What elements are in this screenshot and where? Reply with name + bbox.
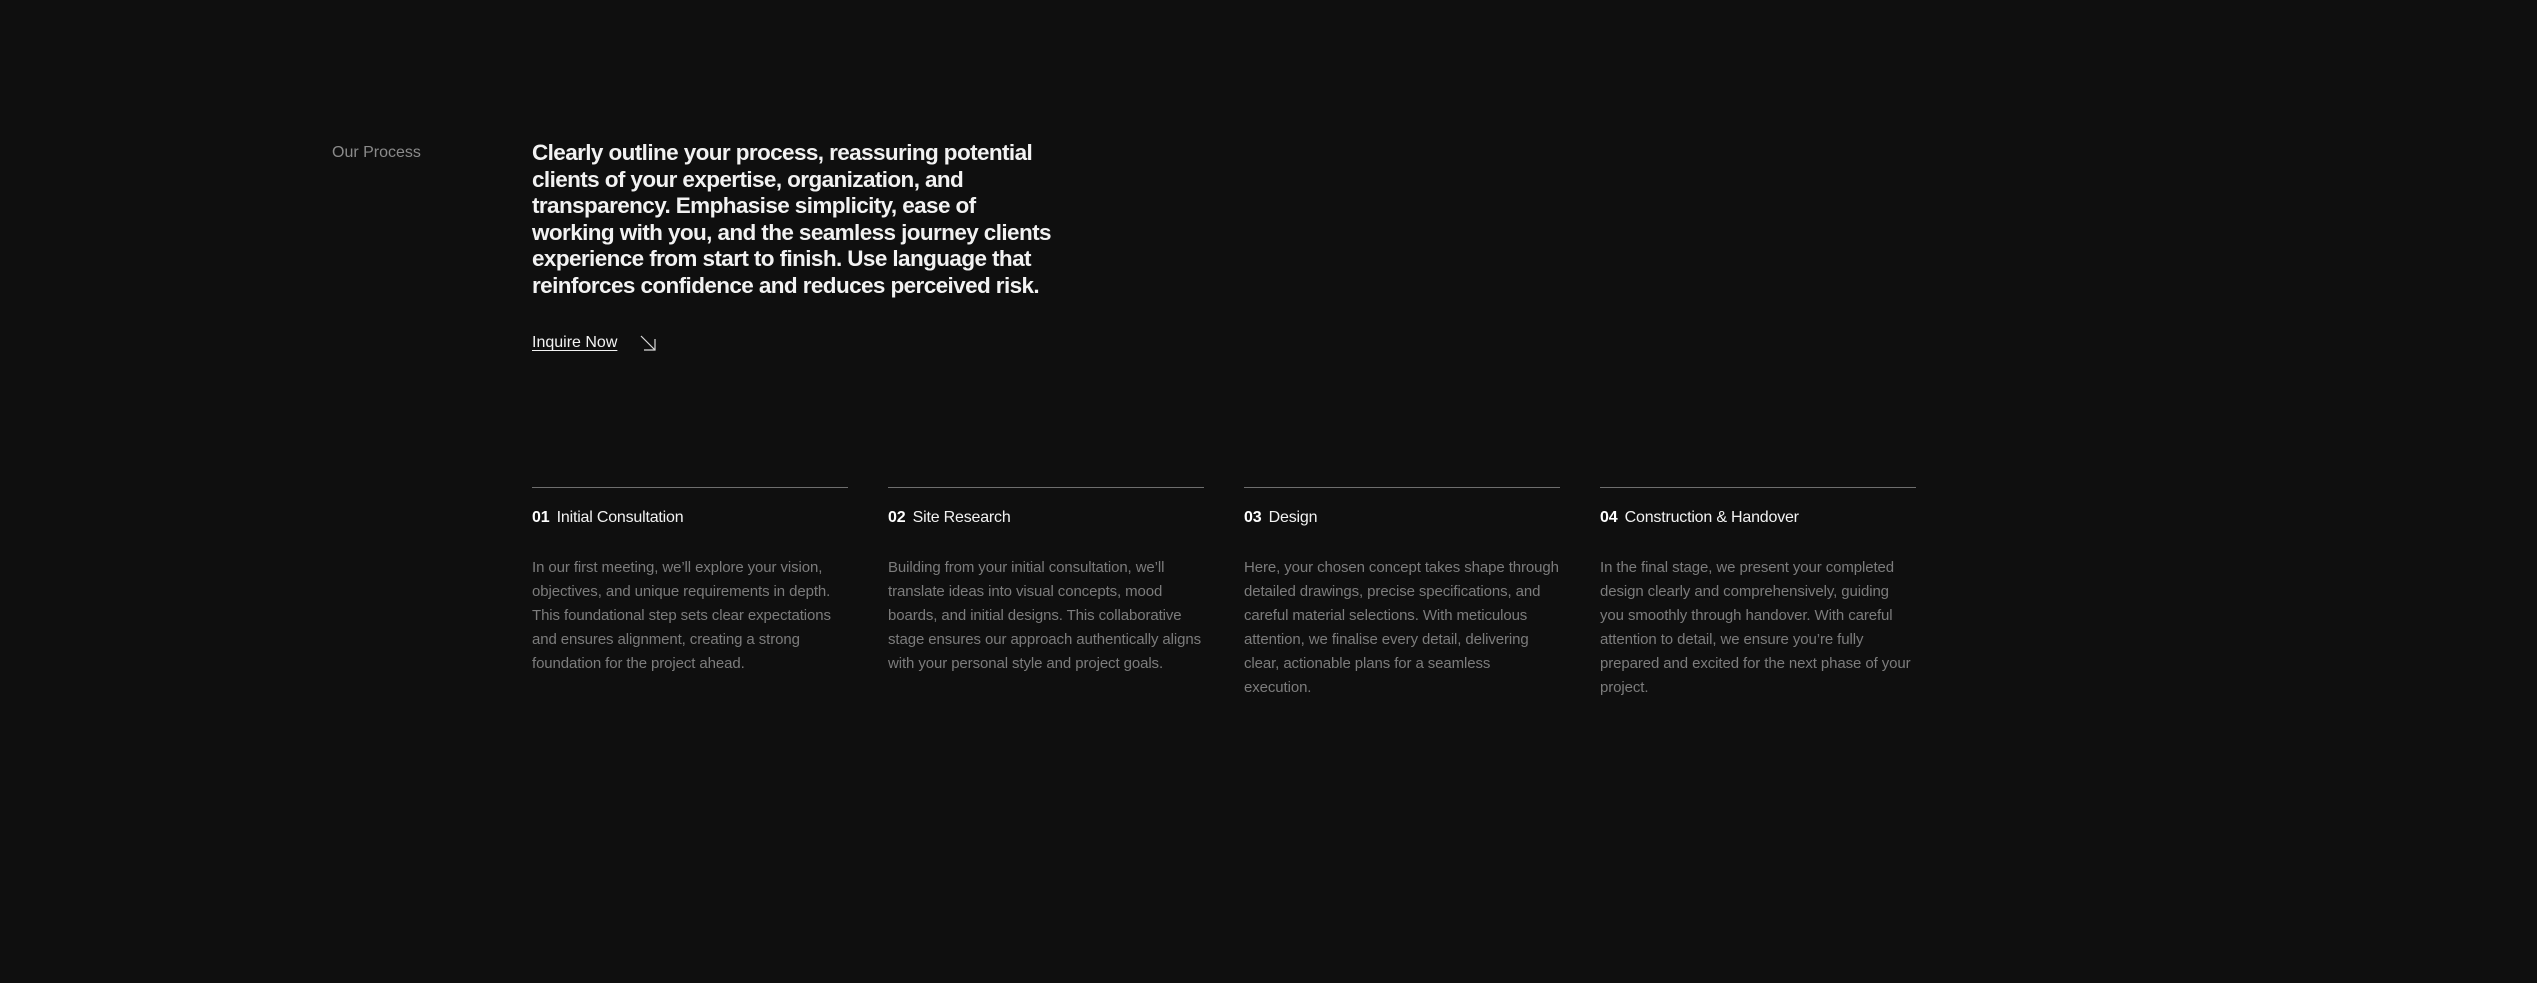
step-description: In the final stage, we present your completed design clearly and comprehensively, guiding you smoothly through handover. With careful attention to detail, we ensure you’re fully prepared and excited for the next phase of your project. — [1600, 559, 1911, 696]
step-description: In our first meeting, we’ll explore your vision, objectives, and unique requirements in depth. This foundational step sets clear expectations and ensures alignment, creating a strong foundation for the project ahead. — [532, 559, 831, 672]
step-title — [1244, 508, 1560, 528]
section-headline: Clearly outline your process, reassuring potential clients of your expertise, organization, and transparency. Emphasise simplicity, ease of working with you, and the seamless journey clients experience from start to finish. Use language that reinforces confidence and reduces perceived risk. — [532, 140, 1051, 298]
step-title-text: Design — [1268, 509, 1318, 526]
step-description: Building from your initial consultation, we’ll translate ideas into visual concepts, mood boards, and initial designs. This collaborative stage ensures our approach authentically aligns with your personal style and project goals. — [888, 559, 1202, 672]
arrow-down-right-icon — [639, 334, 657, 352]
inquire-now-link[interactable] — [532, 334, 657, 352]
step-title — [1600, 508, 1916, 528]
step-title-text: Site Research — [912, 509, 1011, 526]
step-number: 03 — [1244, 509, 1262, 526]
step-title-text: Initial Consultation — [556, 509, 684, 526]
step-number: 04 — [1600, 509, 1618, 526]
step-card — [532, 487, 848, 700]
step-title — [532, 508, 848, 528]
step-card — [888, 487, 1204, 700]
step-title — [888, 508, 1204, 528]
step-description: Here, your chosen concept takes shape through detailed drawings, precise specifications, and careful material selections. With meticulous attention, we finalise every detail, delivering clear, actionable plans for a seamless execution. — [1244, 559, 1559, 696]
step-number: 01 — [532, 509, 550, 526]
process-steps — [532, 487, 1916, 700]
step-title-text: Construction & Handover — [1624, 509, 1799, 526]
section-label: Our Process — [332, 144, 421, 161]
step-card — [1244, 487, 1560, 700]
step-card — [1600, 487, 1916, 700]
inquire-now-label: Inquire Now — [532, 334, 618, 351]
step-number: 02 — [888, 509, 906, 526]
